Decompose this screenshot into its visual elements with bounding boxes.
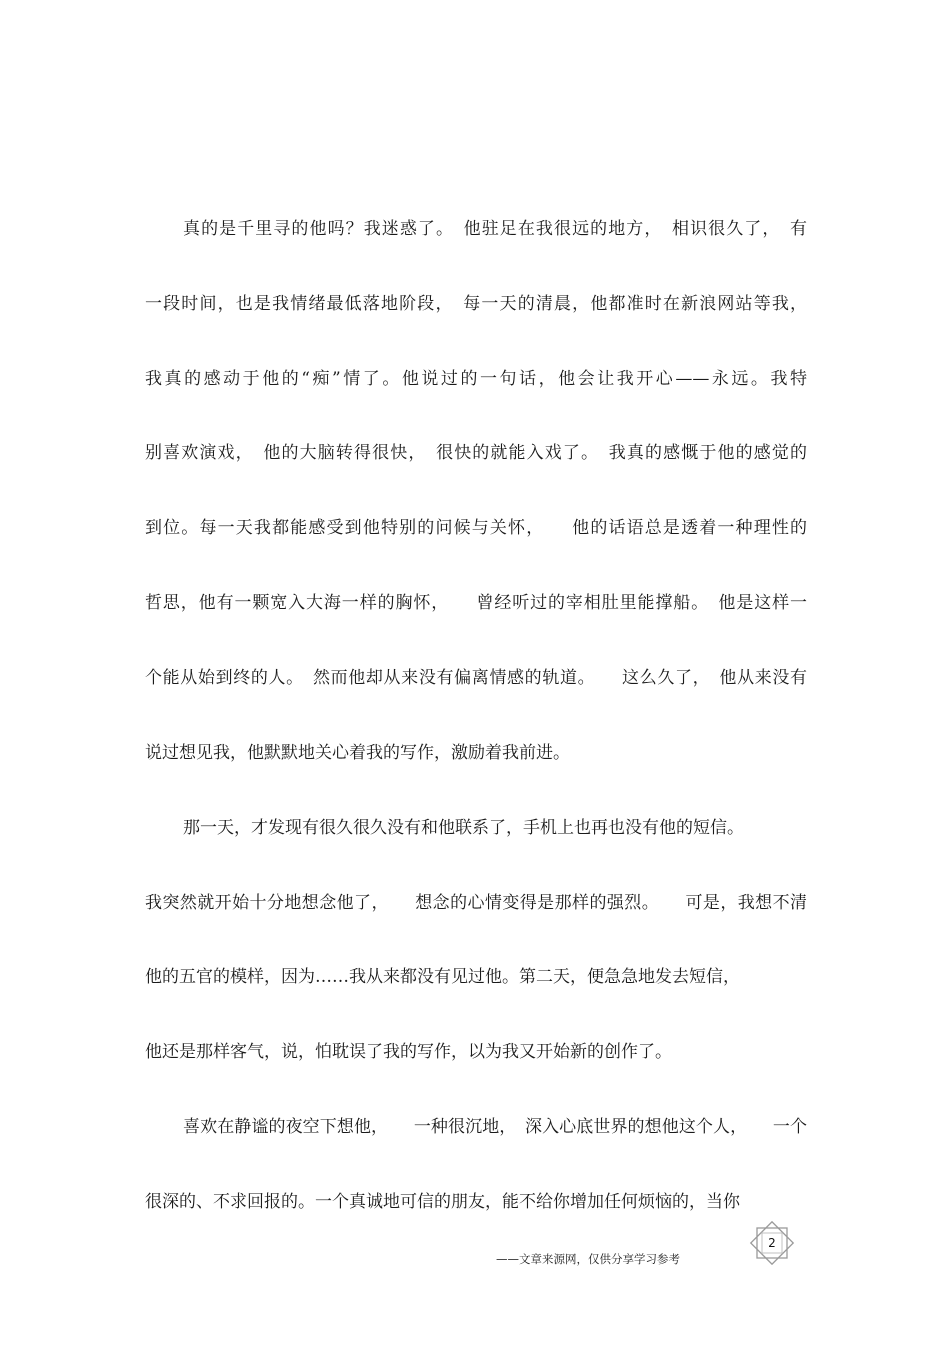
- text-line: 我突然就开始十分地想念他了， 想念的心情变得是那样的强烈。 可是，我想不清: [145, 893, 807, 913]
- text-line: 到位。每一天我都能感受到他特别的问候与关怀， 他的话语总是透着一种理性的: [145, 518, 807, 538]
- page-number-badge: [748, 1221, 796, 1265]
- text-line: 别喜欢演戏， 他的大脑转得很快， 很快的就能入戏了。 我真的感慨于他的感觉的: [145, 443, 807, 463]
- text-line: 说过想见我，他默默地关心着我的写作，激励着我前进。: [145, 743, 570, 763]
- source-note: ——文章来源网，仅供分享学习参考: [496, 1252, 680, 1266]
- text-line: 很深的、不求回报的。一个真诚地可信的朋友，能不给你增加任何烦恼的，当你: [145, 1192, 740, 1212]
- text-line: 喜欢在静谧的夜空下想他， 一种很沉地， 深入心底世界的想他这个人， 一个: [183, 1117, 807, 1137]
- text-line: 他还是那样客气，说，怕耽误了我的写作，以为我又开始新的创作了。: [145, 1042, 672, 1062]
- text-line: 个能从始到终的人。 然而他却从来没有偏离情感的轨道。 这么久了， 他从来没有: [145, 668, 807, 688]
- text-line: 他的五官的模样，因为……我从来都没有见过他。第二天，便急急地发去短信，: [145, 967, 740, 987]
- text-line: 真的是千里寻的他吗？我迷惑了。 他驻足在我很远的地方， 相识很久了， 有: [183, 219, 807, 239]
- text-line: 一段时间，也是我情绪最低落地阶段， 每一天的清晨，他都准时在新浪网站等我，: [145, 294, 807, 314]
- text-line: 那一天，才发现有很久很久没有和他联系了，手机上也再也没有他的短信。: [183, 818, 744, 838]
- text-line: 哲思，他有一颗宽入大海一样的胸怀， 曾经听过的宰相肚里能撑船。 他是这样一: [145, 593, 807, 613]
- page-number: 2: [768, 1236, 776, 1250]
- text-line: 我真的感动于他的“痴”情了。他说过的一句话，他会让我开心——永远。我特: [145, 369, 807, 389]
